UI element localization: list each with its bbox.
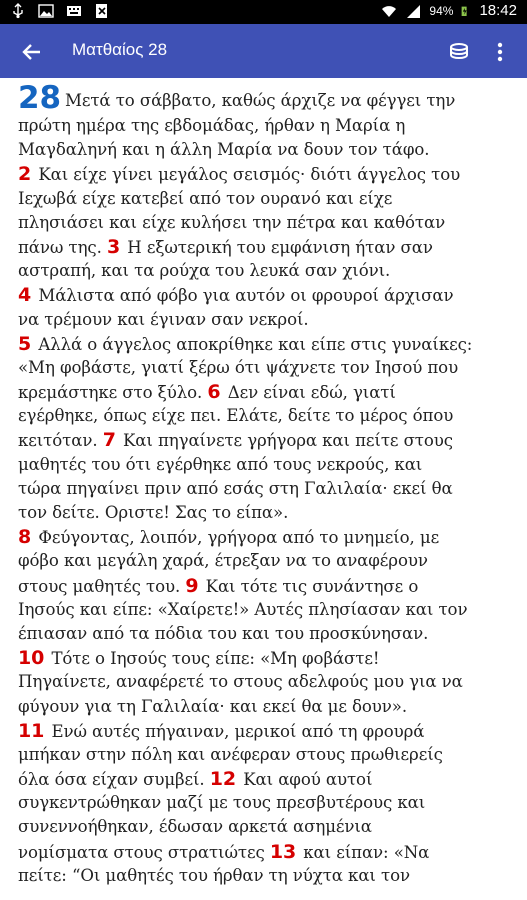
app-bar <box>0 24 527 78</box>
verse-text: όλα όσα είχαν συμβεί. <box>18 770 205 790</box>
verse-text: Και είχε γίνει μεγάλος σεισμός· διότι άγγελος του <box>38 165 461 185</box>
text-line <box>18 598 510 622</box>
text-line <box>18 380 510 404</box>
verse-number: 6 <box>207 381 221 404</box>
verse-number: 11 <box>18 719 45 742</box>
verse-text: Και τότε τις συνάντησε ο <box>205 576 419 596</box>
chapter-text <box>18 82 510 888</box>
system-icons <box>381 2 517 19</box>
verse-text: τώρα πηγαίνει πριν από εσάς στη Γαλιλαία· εκεί θα <box>18 478 453 498</box>
verse-text: κρεμάστηκε στο ξύλο. <box>18 383 203 403</box>
text-line <box>18 549 510 573</box>
notification-icons <box>10 3 110 19</box>
clock: 18:42 <box>479 2 517 19</box>
verse-number: 10 <box>18 647 45 670</box>
verse-text: «Μη φοβάστε, γιατί ξέρω ότι ψάχνετε τον Ιησού που <box>18 357 459 377</box>
verse-number: 13 <box>269 840 297 863</box>
verse-text: φόβο και μεγάλη χαρά, έτρεξαν να το αναφέρουν <box>18 551 428 571</box>
verse-text: και είπαν: «Να <box>303 842 430 862</box>
text-line <box>18 356 510 380</box>
verse-number: 3 <box>106 235 121 258</box>
text-line <box>18 259 510 283</box>
verse-text: τον δείτε. Οριστε! Σας το είπα». <box>18 503 289 522</box>
signal-icon <box>405 3 421 19</box>
text-line <box>18 82 510 114</box>
text-line <box>18 283 510 307</box>
battery-charging-icon <box>461 3 471 19</box>
text-line <box>18 525 510 549</box>
verse-text: Αλλά ο άγγελος αποκρίθηκε και είπε στις γυναίκες: <box>38 334 473 354</box>
verse-text: πείτε: “Οι μαθητές του ήρθαν τη νύχτα και τον <box>18 865 410 885</box>
text-line <box>18 670 510 694</box>
verse-text: να τρέμουν και έγιναν σαν νεκροί. <box>18 309 309 329</box>
image-icon <box>38 3 54 19</box>
text-line <box>18 308 510 332</box>
text-line <box>18 114 510 138</box>
battery-percent: 94% <box>429 3 454 18</box>
text-line <box>18 187 510 211</box>
more-options-icon[interactable] <box>488 38 512 66</box>
verse-text: Μαγδαληνή και η άλλη Μαρία να δουν τον τάφο. <box>18 140 430 160</box>
verse-number: 9 <box>185 574 199 597</box>
text-line <box>18 162 510 186</box>
text-line <box>18 574 510 598</box>
verse-text: αστραπή, και τα ρούχα του λευκά σαν χιόνι. <box>18 261 391 281</box>
verse-text: μαθητές του ότι εγέρθηκε από τους νεκρούς, και <box>18 454 423 474</box>
verse-text: Μάλιστα από φόβο για αυτόν οι φρουροί άρχισαν <box>38 286 454 306</box>
text-line <box>18 864 510 888</box>
verse-text: Η εξωτερική του εμφάνιση ήταν σαν <box>127 237 433 257</box>
text-line <box>18 501 510 525</box>
text-line <box>18 646 510 670</box>
text-line <box>18 453 510 477</box>
verse-text: συγκεντρώθηκαν μαζί με τους πρεσβυτέρους και <box>18 793 426 813</box>
verse-text: συνεννοήθηκαν, έδωσαν αρκετά ασημένια <box>18 817 372 837</box>
chapter-number: 28 <box>18 80 61 116</box>
text-line <box>18 428 510 452</box>
verse-text: Μετά το σάββατο, καθώς άρχιζε να φέγγει την <box>64 91 456 110</box>
verse-text: Πηγαίνετε, αναφέρετέ το στους αδελφούς μου για να <box>18 672 463 692</box>
text-line <box>18 211 510 235</box>
status-bar <box>0 0 527 24</box>
text-line <box>18 791 510 815</box>
verse-number: 4 <box>18 284 32 307</box>
text-line <box>18 767 510 791</box>
text-line <box>18 138 510 162</box>
verse-number: 12 <box>209 768 237 791</box>
text-line <box>18 332 510 356</box>
verse-text: κειτόταν. <box>18 431 98 451</box>
text-line <box>18 815 510 839</box>
verse-text: εγέρθηκε, όπως είχε πει. Ελάτε, δείτε το μέρος όπου <box>18 406 454 426</box>
text-line <box>18 235 510 259</box>
keyboard-icon <box>66 3 82 19</box>
verse-number: 5 <box>18 332 32 355</box>
back-arrow-icon[interactable] <box>18 38 46 66</box>
verse-number: 8 <box>18 526 32 549</box>
verse-text: Δεν είναι εδώ, γιατί <box>227 383 396 403</box>
verse-text: Φεύγοντας, λοιπόν, γρήγορα από το μνημείο, με <box>38 528 440 548</box>
text-line <box>18 622 510 646</box>
verse-text: Και αφού αυτοί <box>243 770 373 790</box>
verse-number: 2 <box>18 163 32 186</box>
verse-text: φύγουν για τη Γαλιλαία· και εκεί θα με δουν». <box>18 696 408 716</box>
verse-text: πρώτη ημέρα της εβδομάδας, ήρθαν η Μαρία η <box>18 116 406 135</box>
verse-text: μπήκαν στην πόλη και ανέφεραν στους πρωθιερείς <box>18 744 443 764</box>
text-line <box>18 695 510 719</box>
text-line <box>18 477 510 501</box>
verse-text: στους μαθητές του. <box>18 576 181 596</box>
text-line <box>18 840 510 864</box>
verse-text: Ενώ αυτές πήγαιναν, μερικοί από τη φρουρά <box>51 721 425 741</box>
verse-number: 7 <box>102 429 116 452</box>
verse-text: Ιεχωβά είχε κατεβεί από τον ουρανό και είχε <box>18 188 393 208</box>
text-line <box>18 743 510 767</box>
verse-text: Ιησούς και είπε: «Χαίρετε!» Αυτές πλησίασαν και τον <box>18 599 468 619</box>
verse-text: πλησιάσει και είχε κυλήσει την πέτρα και καθόταν <box>18 212 446 232</box>
text-line <box>18 404 510 428</box>
page-title: Ματθαίος 28 <box>72 40 168 59</box>
verse-text: νομίσματα στους στρατιώτες <box>18 842 265 862</box>
text-line <box>18 719 510 743</box>
verse-text: έπιασαν από τα πόδια του και του προσκύνησαν. <box>18 623 429 643</box>
wifi-icon <box>381 3 397 19</box>
usb-icon <box>10 3 26 19</box>
document-icon <box>94 3 110 19</box>
verse-text: πάνω της. <box>18 237 102 257</box>
verse-text: Και πηγαίνετε γρήγορα και πείτε στους <box>123 431 453 451</box>
coins-icon[interactable] <box>445 38 473 66</box>
verse-text: Τότε ο Ιησούς τους είπε: «Μη φοβάστε! <box>51 649 380 669</box>
